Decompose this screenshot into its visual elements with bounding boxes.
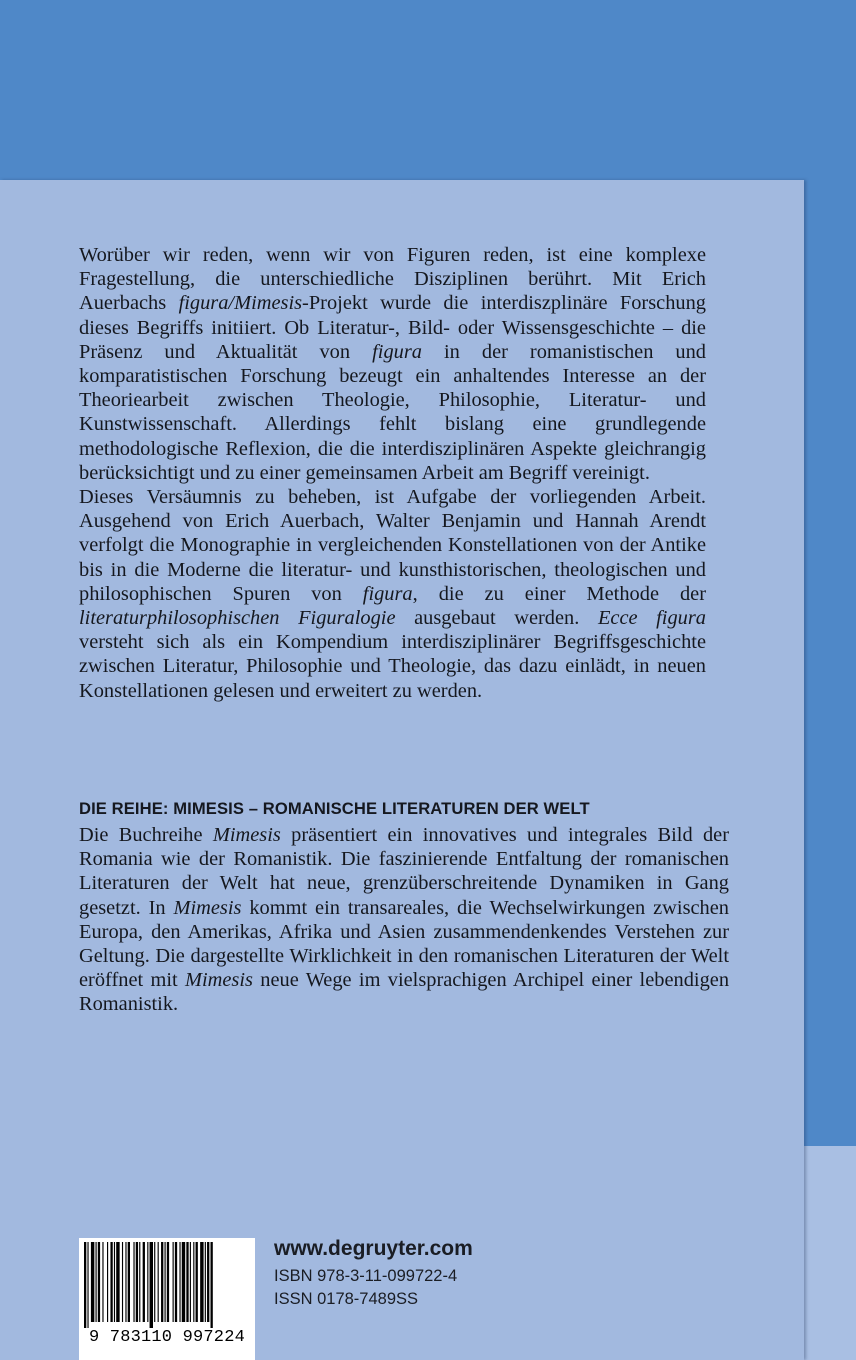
right-color-band <box>804 180 856 1146</box>
barcode <box>79 1238 255 1360</box>
blurb-paragraph-2: Dieses Versäumnis zu beheben, ist Aufgabe der vorliegenden Arbeit. Ausgehend von Erich Auerbach, Walter Benjamin und Hannah Arendt verfolgt die Monographie in vergleichenden Konstellationen von der Antike bis in die Moderne die literatur- und kunsthistorischen, theologischen und philosophischen Spuren von figura, die zu einer Methode der literaturphilosophischen Figuralogie ausgebaut werden. Ecce figura versteht sich als ein Kompendium interdisziplinärer Begriffsgeschichte zwischen Literatur, Philosophie und Theologie, das dazu einlädt, in neuen Konstellationen gelesen und erweitert zu werden. <box>79 486 706 702</box>
series-heading: DIE REIHE: MIMESIS – ROMANISCHE LITERATUREN DER WELT <box>79 799 590 818</box>
series-description: Die Buchreihe Mimesis präsentiert ein innovatives und integrales Bild der Romania wie der Romanistik. Die faszinierende Entfaltung der romanischen Literaturen der Welt hat neue, grenzüberschreitende Dynamiken in Gang gesetzt. In Mimesis kommt ein transareales, die Wechselwirkungen zwischen Europa, den Amerikas, Afrika und Asien zusammendenkendes Verstehen zur Geltung. Die dargestellte Wirklichkeit in den romanischen Literaturen der Welt eröffnet mit Mimesis neue Wege im vielsprachigen Archipel einer lebendigen Romanistik. <box>79 824 730 1016</box>
blurb-paragraph-1: Worüber wir reden, wenn wir von Figuren reden, ist eine komplexe Fragestellung, die unterschiedliche Disziplinen berührt. Mit Erich Auerbachs figura/Mimesis-Projekt wurde die interdiszplinäre Forschung dieses Begriffs initiiert. Ob Literatur-, Bild- oder Wissensgeschichte – die Präsenz und Aktualität von figura in der romanistischen und komparatistischen Forschung bezeugt ein anhaltendes Interesse an der Theoriearbeit zwischen Theologie, Philosophie, Literatur- und Kunstwissenschaft. Allerdings fehlt bislang eine grundlegende methodologische Reflexion, die die interdisziplinären Aspekte gleichrangig berücksichtigt und zu einer gemeinsamen Arbeit am Begriff vereinigt. <box>79 244 706 484</box>
issn-number: ISSN 0178-7489SS <box>274 1290 419 1308</box>
isbn-number: ISBN 978-3-11-099722-4 <box>274 1267 458 1285</box>
publisher-website[interactable]: www.degruyter.com <box>274 1237 473 1260</box>
barcode-bars-icon <box>84 1242 250 1328</box>
barcode-digits: 9 783110 997224 <box>88 1328 246 1347</box>
top-color-band <box>0 0 856 180</box>
right-lower-band <box>804 1146 856 1360</box>
publisher-info <box>274 1237 473 1311</box>
book-blurb <box>79 243 706 703</box>
